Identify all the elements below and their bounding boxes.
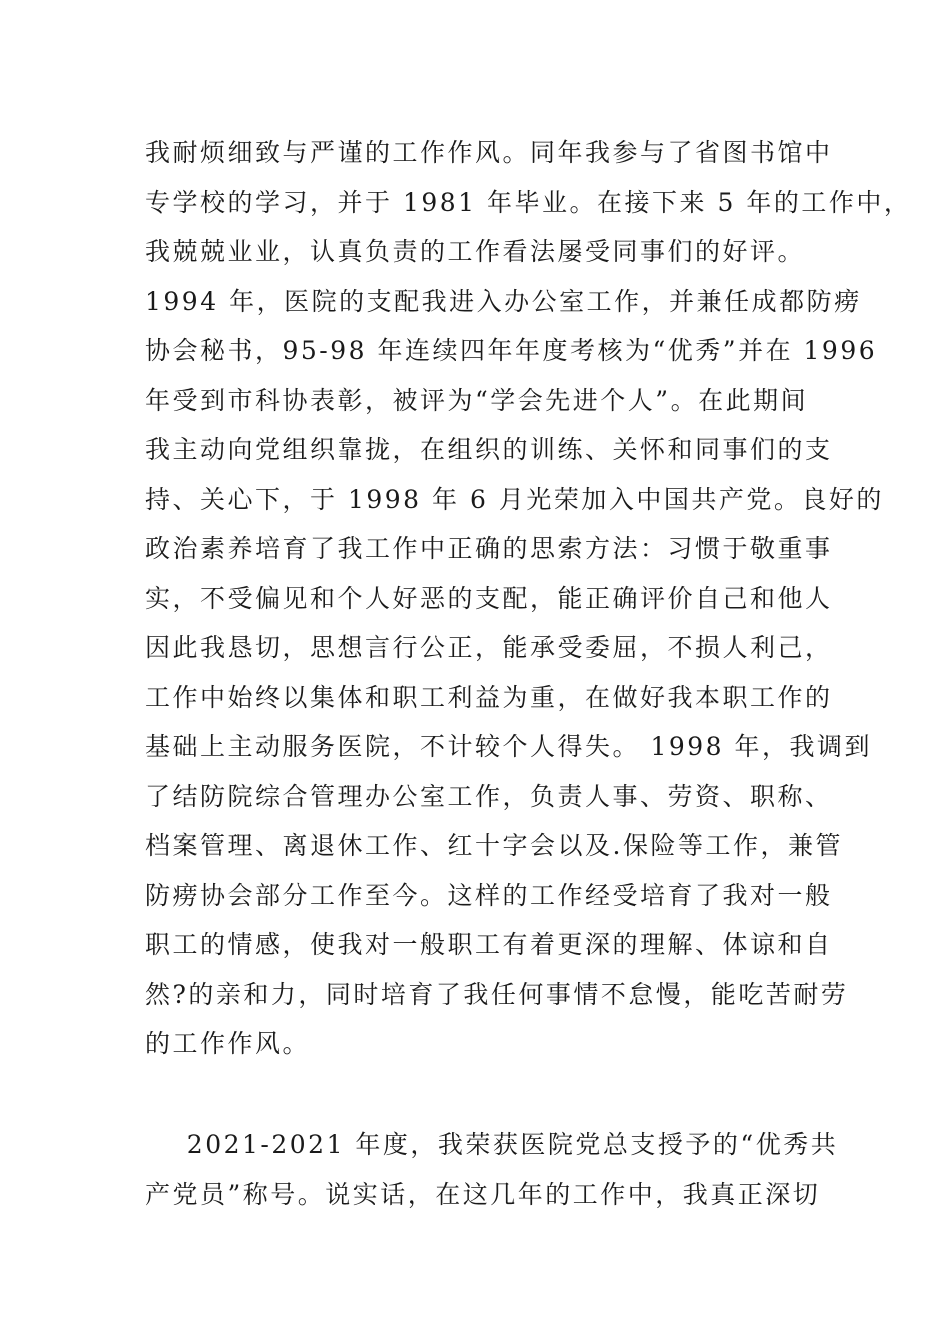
- text-line: 持、关心下，于 1998 年 6 月光荣加入中国共产党。良好的: [145, 484, 884, 514]
- text-line: 我耐烦细致与严谨的工作作风。同年我参与了省图书馆中: [145, 138, 833, 167]
- text-line: 然?的亲和力，同时培育了我任何事情不怠慢，能吃苦耐劳: [145, 979, 849, 1009]
- text-line: 产党员”称号。说实话，在这几年的工作中，我真正深切: [145, 1179, 821, 1209]
- text-line: 专学校的学习，并于 1981 年毕业。在接下来 5 年的工作中，: [145, 187, 912, 217]
- text-line: 职工的情感，使我对一般职工有着更深的理解、体谅和自: [145, 930, 833, 959]
- text-line: 因此我恳切，思想言行公正，能承受委屈，不损人利己，: [145, 633, 833, 662]
- text-line: 防痨协会部分工作至今。这样的工作经受培育了我对一般: [145, 880, 833, 910]
- text-line: 实，不受偏见和个人好恶的支配，能正确评价自己和他人: [145, 583, 833, 613]
- body-paragraph-2: [145, 1120, 839, 1219]
- body-paragraph-1: [145, 128, 912, 1069]
- text-line: 政治素养培育了我工作中正确的思索方法：习惯于敬重事: [145, 534, 833, 563]
- text-line: 了结防院综合管理办公室工作，负责人事、劳资、职称、: [145, 781, 833, 811]
- text-line: 工作中始终以集体和职工利益为重，在做好我本职工作的: [145, 682, 833, 712]
- text-line: 档案管理、离退休工作、红十字会以及.保险等工作，兼管: [145, 831, 843, 860]
- text-line: 年受到市科协表彰，被评为“学会先进个人”。在此期间: [145, 385, 809, 415]
- text-line: 的工作作风。: [145, 1029, 311, 1058]
- text-line: 1994 年，医院的支配我进入办公室工作，并兼任成都防痨: [145, 286, 862, 316]
- text-line: 我兢兢业业，认真负责的工作看法屡受同事们的好评。: [145, 237, 806, 266]
- text-line: 基础上主动服务医院，不计较个人得失。 1998 年，我调到: [145, 732, 873, 761]
- text-line: 协会秘书，95-98 年连续四年年度考核为“优秀”并在 1996: [145, 336, 878, 365]
- text-line: 2021-2021 年度，我荣获医院党总支授予的“优秀共: [145, 1130, 839, 1159]
- text-line: 我主动向党组织靠拢，在组织的训练、关怀和同事们的支: [145, 435, 833, 464]
